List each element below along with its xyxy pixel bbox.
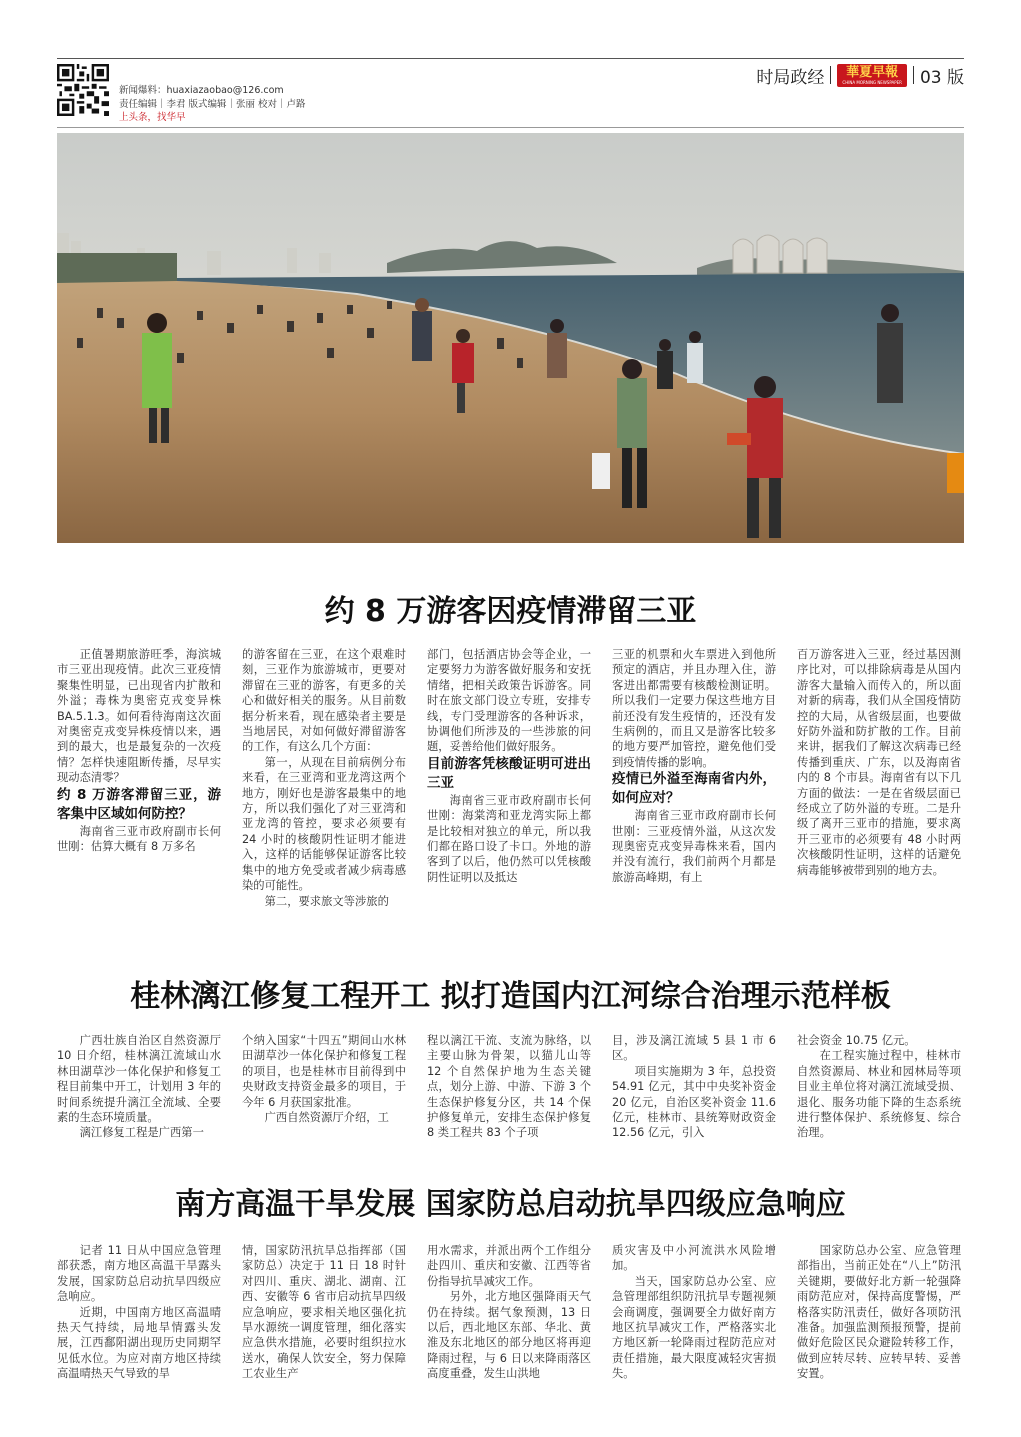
tip-email: 新闻爆料：huaxiazaobao@126.com xyxy=(119,85,284,96)
paragraph: 的游客留在三亚，在这个艰难时刻，三亚作为旅游城市，更要对滞留在三亚的游客，有更多的关心和做好相关的服务。从目前数据分析来看，现在感染者主要是当地居民，对如何做好滞留游客的工作，有这么几个方面： xyxy=(242,648,406,754)
paragraph: 第一，从现在目前病例分布来看，在三亚湾和亚龙湾这两个地方，刚好也是游客最集中的地方，所以我们强化了对三亚湾和亚龙湾的管控，要求必须要有 24 小时的核酸阴性证明才能进入，这样的话能够保证游客比较集中的地方免受或者减少病毒感染的可能性。 xyxy=(242,755,406,893)
section-name: 时局政经 xyxy=(756,67,825,88)
paragraph: 海南省三亚市政府副市长何世刚：海棠湾和亚龙湾实际上都是比较相对独立的单元，所以我们都在路口设了卡口。外地的游客到了以后，他仍然可以凭核酸阴性证明以及抵达 xyxy=(427,793,591,884)
paragraph: 第二，要求旅文等涉旅的 xyxy=(264,894,389,908)
slogan: 上头条，找华早 xyxy=(119,112,186,123)
article-1-body xyxy=(57,647,964,947)
paragraph: 广西壮族自治区自然资源厅 10 日介绍，桂林漓江流域山水林田湖草沙一体化保护和修复工程目前集中开工，计划用 3 年的时间系统提升漓江全流域、全要素的生态环境质量。 xyxy=(57,1034,221,1125)
article-2-col-3 xyxy=(427,1033,591,1143)
paragraph: 记者 11 日从中国应急管理部获悉，南方地区高温干旱露头发展，国家防总启动抗旱四级应急响应。 xyxy=(57,1244,221,1304)
newspaper-logo: 華夏早報 CHINA MORNING NEWSPAPER xyxy=(837,64,907,87)
article-3-col-3 xyxy=(427,1243,591,1393)
paragraph: 社会资金 10.75 亿元。 xyxy=(797,1034,916,1047)
paragraph: 情，国家防汛抗旱总指挥部（国家防总）决定于 11 日 18 时针对四川、重庆、湖北、湖南、江西、安徽等 6 省市启动抗旱四级应急响应，要求相关地区强化抗旱水源统一调度管理，细化落实应急供水措施，必要时组织拉水送水，确保人饮安全，努力保障工农业生产 xyxy=(242,1244,406,1381)
beach-photo xyxy=(57,133,964,543)
article-3-col-5 xyxy=(797,1243,961,1393)
subheading: 约 8 万游客滞留三亚，游客集中区域如何防控？ xyxy=(57,786,221,822)
paragraph: 三亚的机票和火车票进入到他所预定的酒店，并且办理入住，游客进出都需要有核酸检测证明。所以我们一定要力保这些地方目前还没有发生疫情的，还没有发生病例的，而且又是游客比较多的地方要严加管控，避免他们受到疫情传播的影响。 xyxy=(612,648,776,769)
article-1-col-3 xyxy=(427,647,591,947)
paragraph: 程以漓江干流、支流为脉络，以主要山脉为骨架，以猫儿山等 12 个自然保护地为生态关键点，划分上游、中游、下游 3 个生态保护修复分区，共 14 个保护修复单元，安排生态保护修复 8 类工程共 83 个子项 xyxy=(427,1034,591,1140)
subheading: 目前游客凭核酸证明可进出三亚 xyxy=(427,755,591,791)
article-3-col-2 xyxy=(242,1243,406,1393)
section-info xyxy=(756,62,964,88)
paragraph: 百万游客进入三亚，经过基因测序比对，可以排除病毒是从国内游客大量输入而传入的，所以面对新的病毒，我们从全国疫情防控的大局，从省级层面，也要做好防外溢和防扩散的工作。目前来讲，据我们了解这次病毒已经传播到重庆、广东，以及海南省内的 8 个市县。海南省有以下几方面的做法：一是在省级层面已经成立了防外溢的专班。二是升级了离开三亚市的措施，要求离开三亚市的必须要有 48 小时两次核酸阴性证明，这样的话避免病毒能够被带到别的地方去。 xyxy=(797,648,961,877)
subheading: 疫情已外溢至海南省内外，如何应对？ xyxy=(612,771,776,807)
header-rule xyxy=(57,127,964,128)
paragraph: 目，涉及漓江流域 5 县 1 市 6 区。 xyxy=(612,1034,776,1063)
article-2-col-4 xyxy=(612,1033,776,1143)
page-number: 03 版 xyxy=(919,67,964,88)
paragraph: 广西自然资源厅介绍，工 xyxy=(264,1111,389,1125)
paragraph: 质灾害及中小河流洪水风险增加。 xyxy=(612,1244,776,1273)
article-3-col-4 xyxy=(612,1243,776,1393)
article-1-col-5 xyxy=(797,647,961,947)
qr-code-icon xyxy=(57,64,109,116)
paragraph: 国家防总办公室、应急管理部指出，当前正处在“八上”防汛关键期，要做好北方新一轮强降雨防范应对，保持高度警惕，严格落实防汛责任，做好各项防汛准备。加强监测预报预警，提前做好危险区民众避险转移工作，做到应转尽转、应转早转、妥善安置。 xyxy=(797,1244,961,1381)
article-1-title: 约 8 万游客因疫情滞留三亚 xyxy=(324,594,697,629)
editor-credits: 责任编辑｜李君 版式编辑｜张丽 校对｜卢路 xyxy=(119,98,306,110)
paragraph: 部门，包括酒店协会等企业，一定要努力为游客做好服务和安抚情绪，把相关政策告诉游客。同时在旅文部门设立专班，安排专线，专门受理游客的各种诉求，协调他们所涉及的一些涉旅的问题，妥善给他们做好服务。 xyxy=(427,648,591,754)
header-meta xyxy=(119,84,306,125)
article-3-col-1 xyxy=(57,1243,221,1393)
paragraph: 在工程实施过程中，桂林市自然资源局、林业和园林局等项目业主单位将对漓江流域受损、退化、服务功能下降的生态系统进行整体保护、系统修复、综合治理。 xyxy=(797,1049,961,1140)
article-1-col-4 xyxy=(612,647,776,947)
paragraph: 用水需求，并派出两个工作组分赴四川、重庆和安徽、江西等省份指导抗旱减灾工作。 xyxy=(427,1244,591,1288)
page-header xyxy=(57,62,964,124)
paragraph: 正值暑期旅游旺季，海滨城市三亚出现疫情。此次三亚疫情聚集性明显，已出现省内扩散和外溢；毒株为奥密克戎变异株 BA.5.1.3。如何看待海南这次面对奥密克戎变异株疫情以来，遇到的最大，也是最复杂的一次疫情？怎样快速阻断传播，尽早实现动态清零？ xyxy=(57,648,221,785)
paragraph: 另外，北方地区强降雨天气仍在持续。据气象预测，13 日以后，西北地区东部、华北、黄淮及东北地区的部分地区将再迎降雨过程，与 6 日以来降雨落区高度重叠，发生山洪地 xyxy=(427,1290,591,1381)
article-1-col-2 xyxy=(242,647,406,947)
article-3-title: 南方高温干旱发展 国家防总启动抗旱四级应急响应 xyxy=(175,1187,846,1222)
article-3-body xyxy=(57,1243,964,1393)
article-2-title: 桂林漓江修复工程开工 拟打造国内江河综合治理示范样板 xyxy=(130,979,891,1014)
article-2-col-5 xyxy=(797,1033,961,1143)
paragraph: 漓江修复工程是广西第一 xyxy=(79,1126,204,1140)
paragraph: 海南省三亚市政府副市长何世刚：三亚疫情外溢，从这次发现奥密克戎变异毒株来看，国内并没有流行，我们前两个月都是旅游高峰期，有上 xyxy=(612,809,776,884)
paragraph: 海南省三亚市政府副市长何世刚：估算大概有 8 万多名 xyxy=(57,824,221,854)
article-1-col-1 xyxy=(57,647,221,947)
article-2-col-2 xyxy=(242,1033,406,1143)
paragraph: 近期，中国南方地区高温晴热天气持续，局地旱情露头发展，江西鄱阳湖出现历史同期罕见低水位。为应对南方地区持续高温晴热天气导致的旱 xyxy=(57,1305,221,1381)
separator xyxy=(913,66,914,84)
top-rule xyxy=(57,58,964,59)
paragraph: 个纳入国家“十四五”期间山水林田湖草沙一体化保护和修复工程的项目，也是桂林市目前得到中央财政支持资金最多的项目，于今年 6 月获国家批准。 xyxy=(242,1034,406,1109)
paragraph: 项目实施期为 3 年，总投资 54.91 亿元，其中中央奖补资金 20 亿元，自治区奖补资金 11.6 亿元，桂林市、县统筹财政资金 12.56 亿元，引入 xyxy=(612,1064,776,1140)
article-2-col-1 xyxy=(57,1033,221,1143)
paragraph: 当天，国家防总办公室、应急管理部组织防汛抗旱专题视频会商调度，强调要全力做好南方地区抗旱减灾工作，严格落实北方地区新一轮降雨过程防范应对责任措施，最大限度减轻灾害损失。 xyxy=(612,1274,776,1381)
article-2-body xyxy=(57,1033,964,1143)
separator xyxy=(830,66,831,84)
